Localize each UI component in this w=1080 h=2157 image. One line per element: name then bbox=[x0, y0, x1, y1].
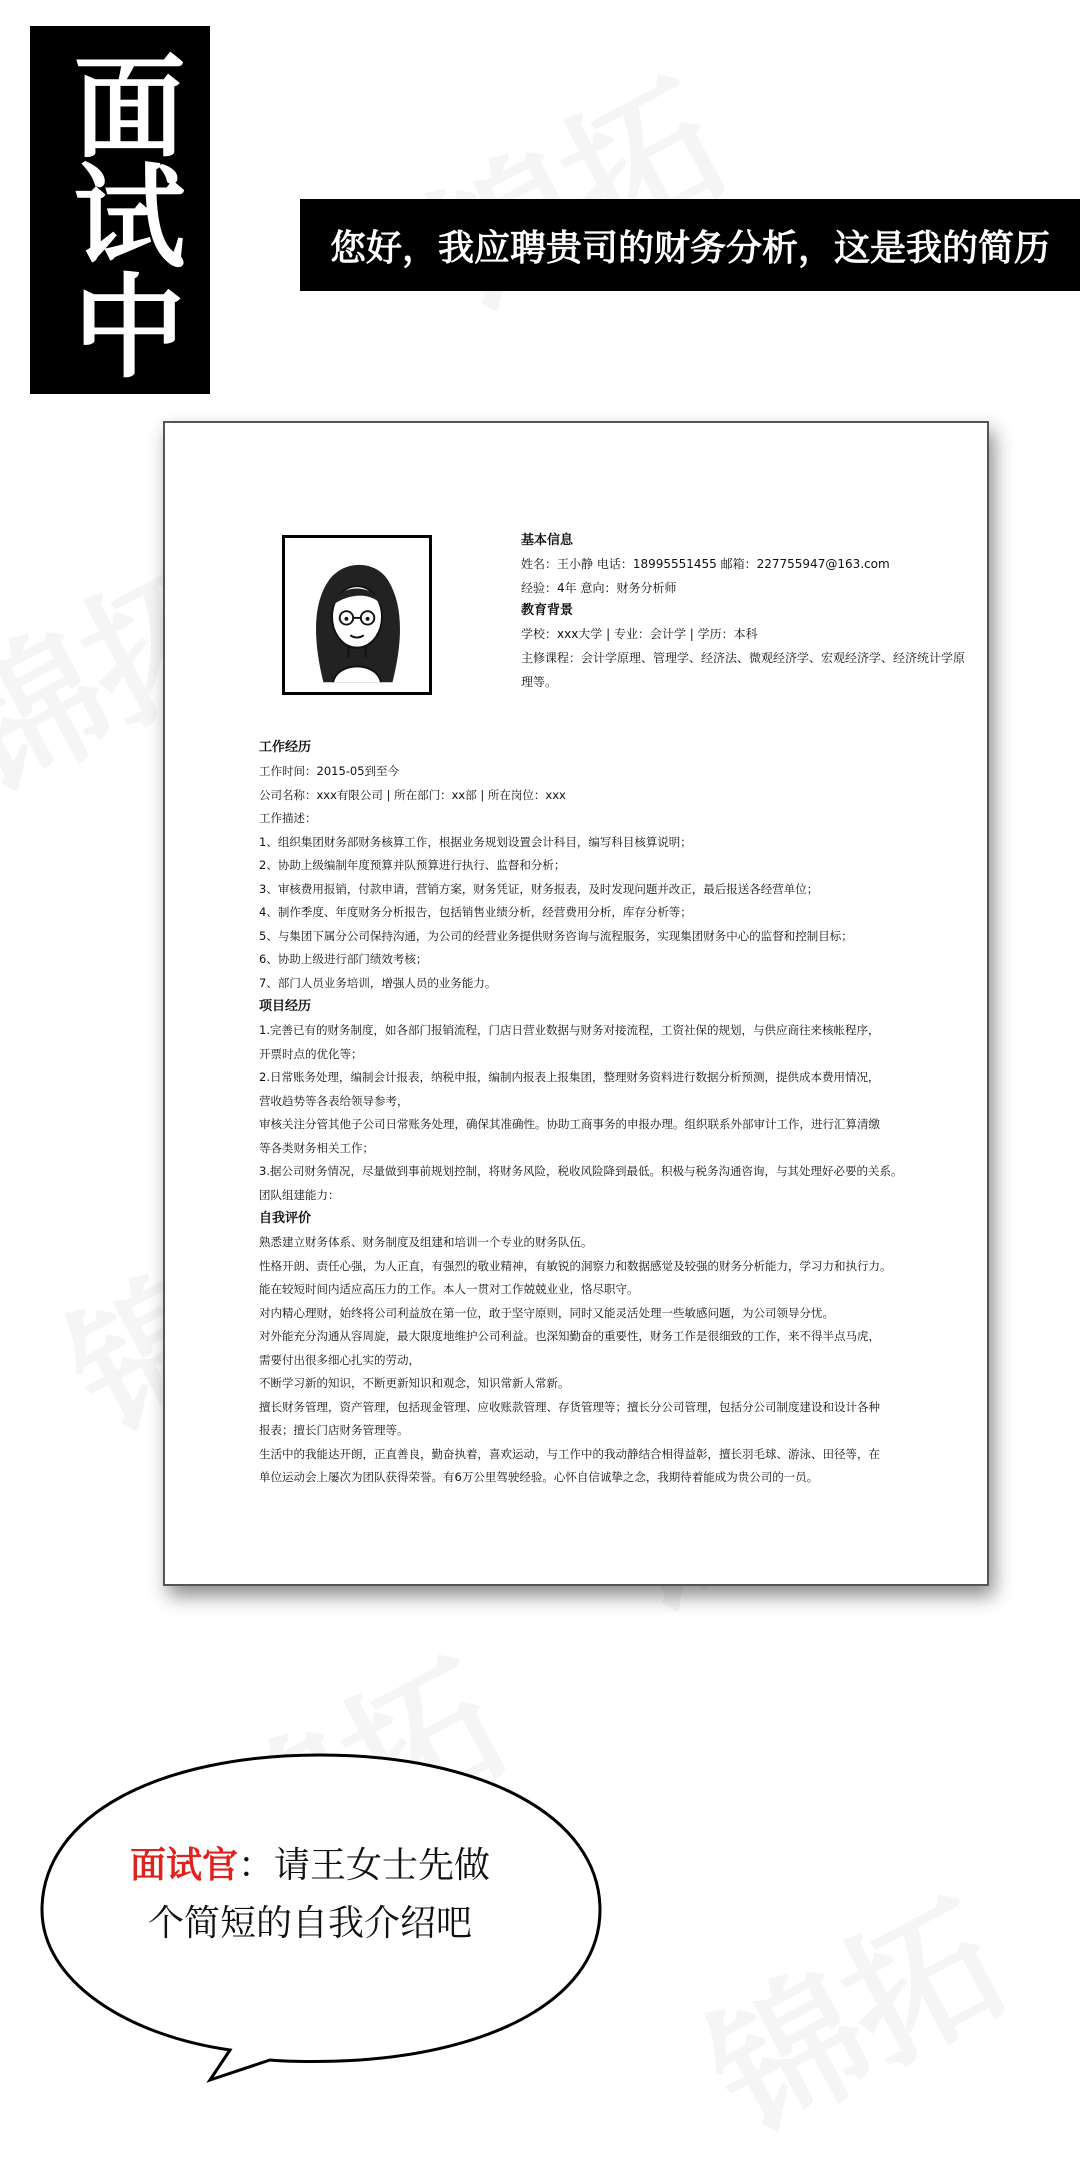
project-line: 2.日常账务处理，编制会计报表，纳税申报，编制内报表上报集团，整理财务资料进行数据分析预测，提供成本费用情况， bbox=[259, 1070, 880, 1084]
basic-info-heading: 基本信息 bbox=[521, 533, 574, 548]
self-evaluation-heading: 自我评价 bbox=[259, 1211, 312, 1226]
work-line: 7、部门人员业务培训，增强人员的业务能力。 bbox=[259, 975, 497, 990]
speech-bubble bbox=[30, 1745, 610, 2090]
speaker-label: 面试官 bbox=[129, 1845, 238, 1886]
work-line: 5、与集团下属分公司保持沟通，为公司的经营业务提供财务咨询与流程服务，实现集团财务中心的监督和控制目标； bbox=[259, 928, 853, 943]
greeting-text: 您好，我应聘贵司的财务分析，这是我的简历 bbox=[330, 227, 1051, 269]
education-line: 学校：xxx大学 | 专业：会计学 | 学历：本科 bbox=[521, 627, 758, 641]
work-line: 2、协助上级编制年度预算并队预算进行执行、监督和分析； bbox=[259, 858, 566, 872]
title-block bbox=[30, 26, 210, 394]
projects-heading: 项目经历 bbox=[259, 999, 312, 1014]
evaluation-line: 不断学习新的知识，不断更新知识和观念，知识常新人常新。 bbox=[259, 1376, 570, 1390]
bubble-line-1 bbox=[70, 1837, 550, 1895]
bubble-text bbox=[70, 1837, 550, 1953]
greeting-bar bbox=[300, 199, 1080, 291]
basic-info-line: 经验：4年 意向：财务分析师 bbox=[521, 581, 677, 595]
work-line: 公司名称：xxx有限公司 | 所在部门：xx部 | 所在岗位：xxx bbox=[259, 787, 566, 802]
bubble-line-1-text: ：请王女士先做 bbox=[238, 1845, 491, 1886]
watermark bbox=[667, 1842, 1033, 2157]
evaluation-line: 对外能充分沟通从容周旋，最大限度地维护公司利益。也深知勤奋的重要性，财务工作是很细致的工作，来不得半点马虎， bbox=[259, 1329, 880, 1343]
education-line: 主修课程：会计学原理、管理学、经济法、微观经济学、宏观经济学、经济统计学原理等。 bbox=[521, 651, 966, 689]
project-line: 1.完善已有的财务制度，如各部门报销流程，门店日营业数据与财务对接流程，工资社保的规划，与供应商往来核帐程序， bbox=[259, 1023, 880, 1037]
work-line: 4、制作季度、年度财务分析报告，包括销售业绩分析，经营费用分析，库存分析等； bbox=[259, 905, 692, 919]
evaluation-line: 擅长财务管理，资产管理，包括现金管理、应收账款管理、存货管理等；擅长分公司管理，包括分公司制度建设和设计各种 bbox=[259, 1399, 880, 1414]
project-line: 开票时点的优化等； bbox=[259, 1046, 363, 1061]
evaluation-line: 单位运动会上屡次为团队获得荣誉。有6万公里驾驶经验。心怀自信诚挚之念，我期待着能成为贵公司的一员。 bbox=[259, 1470, 819, 1484]
evaluation-line: 报表；擅长门店财务管理等。 bbox=[259, 1423, 409, 1437]
woman-portrait-icon bbox=[285, 538, 429, 692]
bubble-line-2: 个简短的自我介绍吧 bbox=[147, 1903, 472, 1944]
project-line: 营收趋势等各表给领导参考， bbox=[259, 1093, 409, 1108]
evaluation-line: 能在较短时间内适应高压力的工作。本人一贯对工作兢兢业业，恪尽职守。 bbox=[259, 1282, 639, 1296]
project-line: 团队组建能力： bbox=[259, 1187, 340, 1202]
evaluation-line: 生活中的我能达开朗，正直善良，勤奋执着，喜欢运动，与工作中的我动静结合相得益彰，擅长羽毛球、游泳、田径等，在 bbox=[259, 1446, 880, 1461]
project-line: 审核关注分管其他子公司日常账务处理，确保其准确性。协助工商事务的申报办理。组织联系外部审计工作，进行汇算清缴 bbox=[259, 1117, 880, 1131]
avatar bbox=[282, 535, 432, 695]
work-line: 1、组织集团财务部财务核算工作，根据业务规划设置会计科目，编写科目核算说明； bbox=[259, 834, 692, 849]
evaluation-line: 熟悉建立财务体系、财务制度及组建和培训一个专业的财务队伍。 bbox=[259, 1235, 593, 1249]
work-experience-heading: 工作经历 bbox=[259, 740, 312, 755]
basic-info-line: 姓名：王小静 电话：18995551455 邮箱：227755947@163.com bbox=[521, 557, 890, 571]
basic-info-section bbox=[521, 530, 971, 694]
project-line: 等各类财务相关工作； bbox=[259, 1140, 374, 1155]
watermark bbox=[387, 22, 753, 354]
page-title: 面试中 bbox=[55, 48, 185, 378]
education-heading: 教育背景 bbox=[521, 603, 574, 618]
work-line: 工作时间：2015-05到至今 bbox=[259, 764, 400, 778]
resume-sheet bbox=[163, 421, 989, 1586]
work-line: 6、协助上级进行部门绩效考核； bbox=[259, 952, 428, 966]
evaluation-line: 性格开朗、责任心强，为人正直，有强烈的敬业精神，有敏锐的洞察力和数据感觉及较强的财务分析能力，学习力和执行力。 bbox=[259, 1258, 892, 1273]
evaluation-line: 需要付出很多细心扎实的劳动， bbox=[259, 1352, 420, 1367]
project-line: 3.据公司财务情况，尽量做到事前规划控制，将财务风险，税收风险降到最低。积极与税务沟通咨询，与其处理好必要的关系。 bbox=[259, 1164, 903, 1178]
resume-body bbox=[259, 736, 959, 1490]
work-line: 工作描述： bbox=[259, 811, 317, 825]
evaluation-line: 对内精心理财，始终将公司利益放在第一位，敢于坚守原则，同时又能灵活处理一些敏感问题，为公司领导分忧。 bbox=[259, 1305, 834, 1320]
work-line: 3、审核费用报销，付款申请，营销方案，财务凭证，财务报表，及时发现问题并改正，最后报送各经营单位； bbox=[259, 881, 819, 896]
